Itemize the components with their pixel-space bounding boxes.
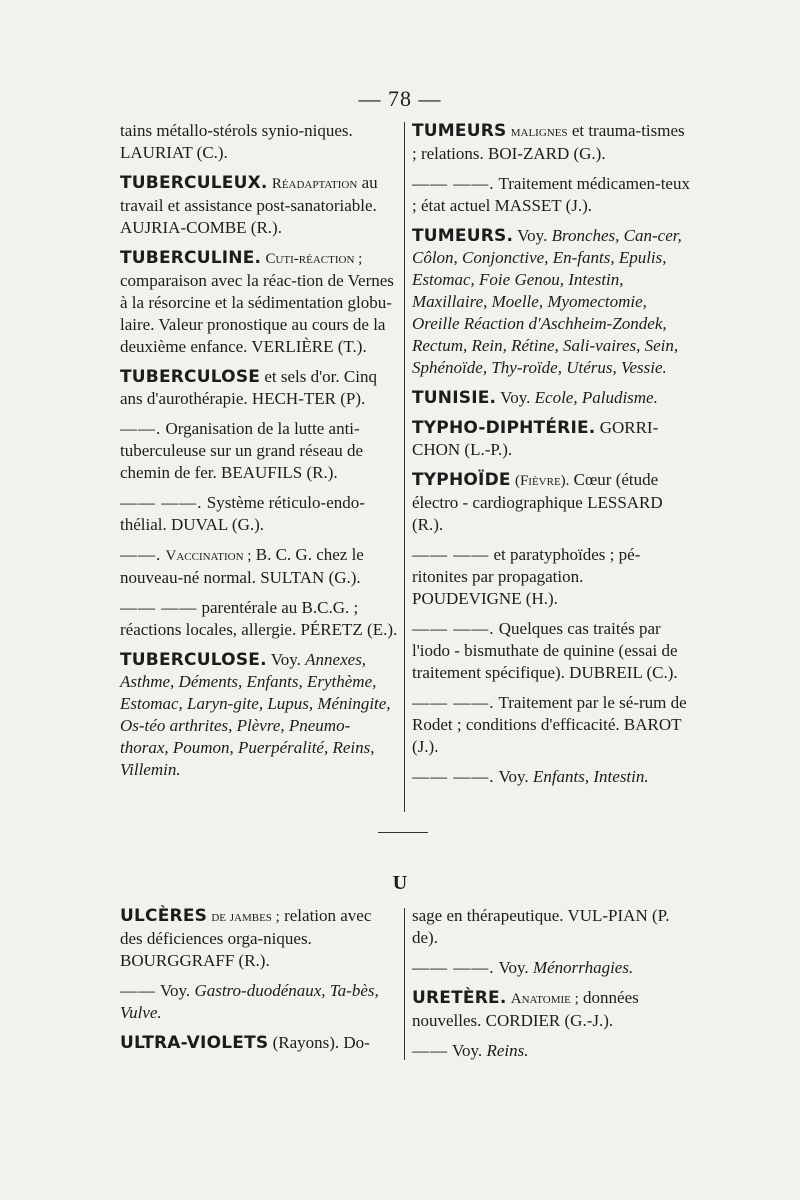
entry-text: au travail et assistance post-sanatoriable. AUJRIA-COMBE (R.). [120, 173, 378, 237]
index-entry [120, 980, 398, 1024]
entry-text: (Rayons). Do- [272, 1033, 370, 1052]
entry-text: Quelques cas traités par l'iodo - bismuthate de quinine (essai de traitement spécifique). DUBREIL (C.). [412, 619, 678, 682]
entry-text: relation avec des déficiences orga-niques. BOURGGRAFF (R.). [120, 906, 372, 970]
entry-subhead: Anatomie ; [510, 991, 579, 1007]
entry-text: Voy. [498, 767, 529, 786]
index-entry [120, 1032, 398, 1054]
entry-headword: ULTRA-VIOLETS [120, 1033, 269, 1053]
index-entry [412, 618, 690, 684]
entry-subhead: Réadaptation [271, 176, 358, 192]
index-entry [412, 905, 690, 949]
entry-subhead: (Fièvre). [514, 473, 570, 489]
entry-crossref: Gastro-duodénaux, Ta-bès, Vulve. [120, 981, 379, 1022]
entry-headword: TYPHOÏDE [412, 470, 511, 490]
entry-text: Voy. [517, 226, 548, 245]
entry-headword: URETÈRE. [412, 988, 507, 1008]
entry-text: Voy. [159, 981, 191, 1000]
entry-text: Traitement par le sé-rum de Rodet ; conditions d'efficacité. BAROT (J.). [412, 693, 687, 756]
index-entry [412, 469, 690, 536]
index-entry [412, 417, 690, 461]
repeat-dash: —— ——. [120, 493, 203, 512]
entry-text: données nouvelles. CORDIER (G.-J.). [412, 988, 639, 1030]
index-entry [412, 544, 690, 610]
index-entry [412, 120, 690, 165]
entry-headword: TYPHO-DIPHTÉRIE. [412, 418, 596, 438]
index-entry [120, 120, 398, 164]
index-entry [412, 387, 690, 409]
index-entry [120, 492, 398, 536]
repeat-dash: —— ——. [412, 174, 495, 193]
page-number: — 78 — [358, 86, 442, 111]
repeat-dash: —— [120, 981, 156, 1000]
right-column-top [412, 120, 690, 796]
entry-text: B. C. G. chez le nouveau-né normal. SULTAN (G.). [120, 545, 364, 587]
index-entry [120, 418, 398, 484]
entry-crossref: Enfants, Intestin. [532, 767, 649, 786]
repeat-dash: —— ——. [412, 958, 495, 977]
entry-text: parentérale au B.C.G. ; réactions locales, allergie. PÉRETZ (E.). [120, 598, 398, 639]
entry-text: Cœur (étude électro - cardiographique LESSARD (R.). [412, 470, 663, 534]
entry-headword: ULCÈRES [120, 906, 208, 926]
index-entry [412, 173, 690, 217]
entry-text: Voy. [498, 958, 529, 977]
entry-headword: TUMEURS. [412, 226, 514, 246]
entry-subhead: Cuti-réaction ; [265, 251, 363, 267]
entry-headword: TUMEURS [412, 121, 507, 141]
entry-crossref: Bronches, Can-cer, Côlon, Conjonctive, En-fants, Epulis, Estomac, Foie Genou, Intestin, Maxillaire, Moelle, Myomectomie, Oreille Réaction d'Aschheim-Zondek, Rectum, Rein, Rétine, Sali-vaires, Sein, Sphénoïde, Thy-roïde, Utérus, Vessie. [412, 226, 682, 377]
entry-subhead: Vaccination ; [165, 548, 252, 564]
column-divider-top [404, 122, 405, 812]
entry-text: comparaison avec la réac-tion de Vernes à la résorcine et la sédimentation globu-laire. Valeur pronostique au cours de la deuxième enfance. VERLIÈRE (T.). [120, 271, 394, 356]
entry-text: Voy. [270, 650, 301, 669]
index-entry [412, 692, 690, 758]
entry-crossref: Ménorrhagies. [532, 958, 634, 977]
entry-text: Organisation de la lutte anti-tuberculeuse sur un grand réseau de chemin de fer. BEAUFILS (R.). [120, 419, 364, 482]
index-entry [120, 597, 398, 641]
entry-text: GORRI-CHON (L.-P.). [412, 418, 659, 459]
entry-headword: TUBERCULEUX. [120, 173, 268, 193]
entry-crossref: Ecole, Paludisme. [534, 388, 658, 407]
index-entry [120, 172, 398, 239]
entry-text: et trauma-tismes ; relations. BOI-ZARD (G.). [412, 121, 685, 163]
index-entry [120, 905, 398, 972]
entry-text: sage en thérapeutique. VUL-PIAN (P. de). [412, 906, 670, 947]
index-entry [412, 766, 690, 788]
entry-subhead: malignes [510, 124, 568, 140]
section-letter: U [392, 872, 408, 894]
entry-headword: TUNISIE. [412, 388, 497, 408]
entry-headword: TUBERCULINE. [120, 248, 262, 268]
entry-text: Voy. [451, 1041, 483, 1060]
repeat-dash: —— —— [120, 598, 198, 617]
repeat-dash: —— [412, 1041, 448, 1060]
column-divider-bottom [404, 908, 405, 1060]
entry-headword: TUBERCULOSE [120, 367, 261, 387]
left-column-top [120, 120, 398, 789]
index-entry [120, 649, 398, 781]
index-entry [120, 247, 398, 358]
index-entry [120, 366, 398, 410]
left-column-bottom [120, 905, 398, 1062]
entry-text: Système réticulo-endo-thélial. DUVAL (G.). [120, 493, 365, 534]
entry-headword: TUBERCULOSE. [120, 650, 267, 670]
entry-crossref: Reins. [486, 1041, 529, 1060]
index-entry [412, 225, 690, 379]
entry-text: et sels d'or. Cinq ans d'aurothérapie. HECH-TER (P). [120, 367, 377, 408]
entry-text: Traitement médicamen-teux ; état actuel MASSET (J.). [412, 174, 690, 215]
entry-text: et paratyphoïdes ; pé-ritonites par propagation. POUDEVIGNE (H.). [412, 545, 641, 608]
entry-text: tains métallo-stérols synio-niques. LAURIAT (C.). [120, 121, 353, 162]
repeat-dash: —— —— [412, 545, 490, 564]
index-entry [120, 544, 398, 589]
index-entry [412, 957, 690, 979]
index-entry [412, 1040, 690, 1062]
entry-crossref: Annexes, Asthme, Déments, Enfants, Erythème, Estomac, Laryn-gite, Lupus, Méningite, Os-téo arthrites, Plèvre, Pneumo-thorax, Poumon, Puerpéralité, Reins, Villemin. [120, 650, 391, 779]
entry-text: Voy. [500, 388, 531, 407]
repeat-dash: —— ——. [412, 767, 495, 786]
repeat-dash: ——. [120, 419, 162, 438]
section-separator [378, 832, 428, 833]
repeat-dash: —— ——. [412, 619, 495, 638]
entry-subhead: de jambes ; [211, 909, 280, 925]
repeat-dash: —— ——. [412, 693, 495, 712]
index-entry [412, 987, 690, 1032]
right-column-bottom [412, 905, 690, 1070]
repeat-dash: ——. [120, 545, 162, 564]
